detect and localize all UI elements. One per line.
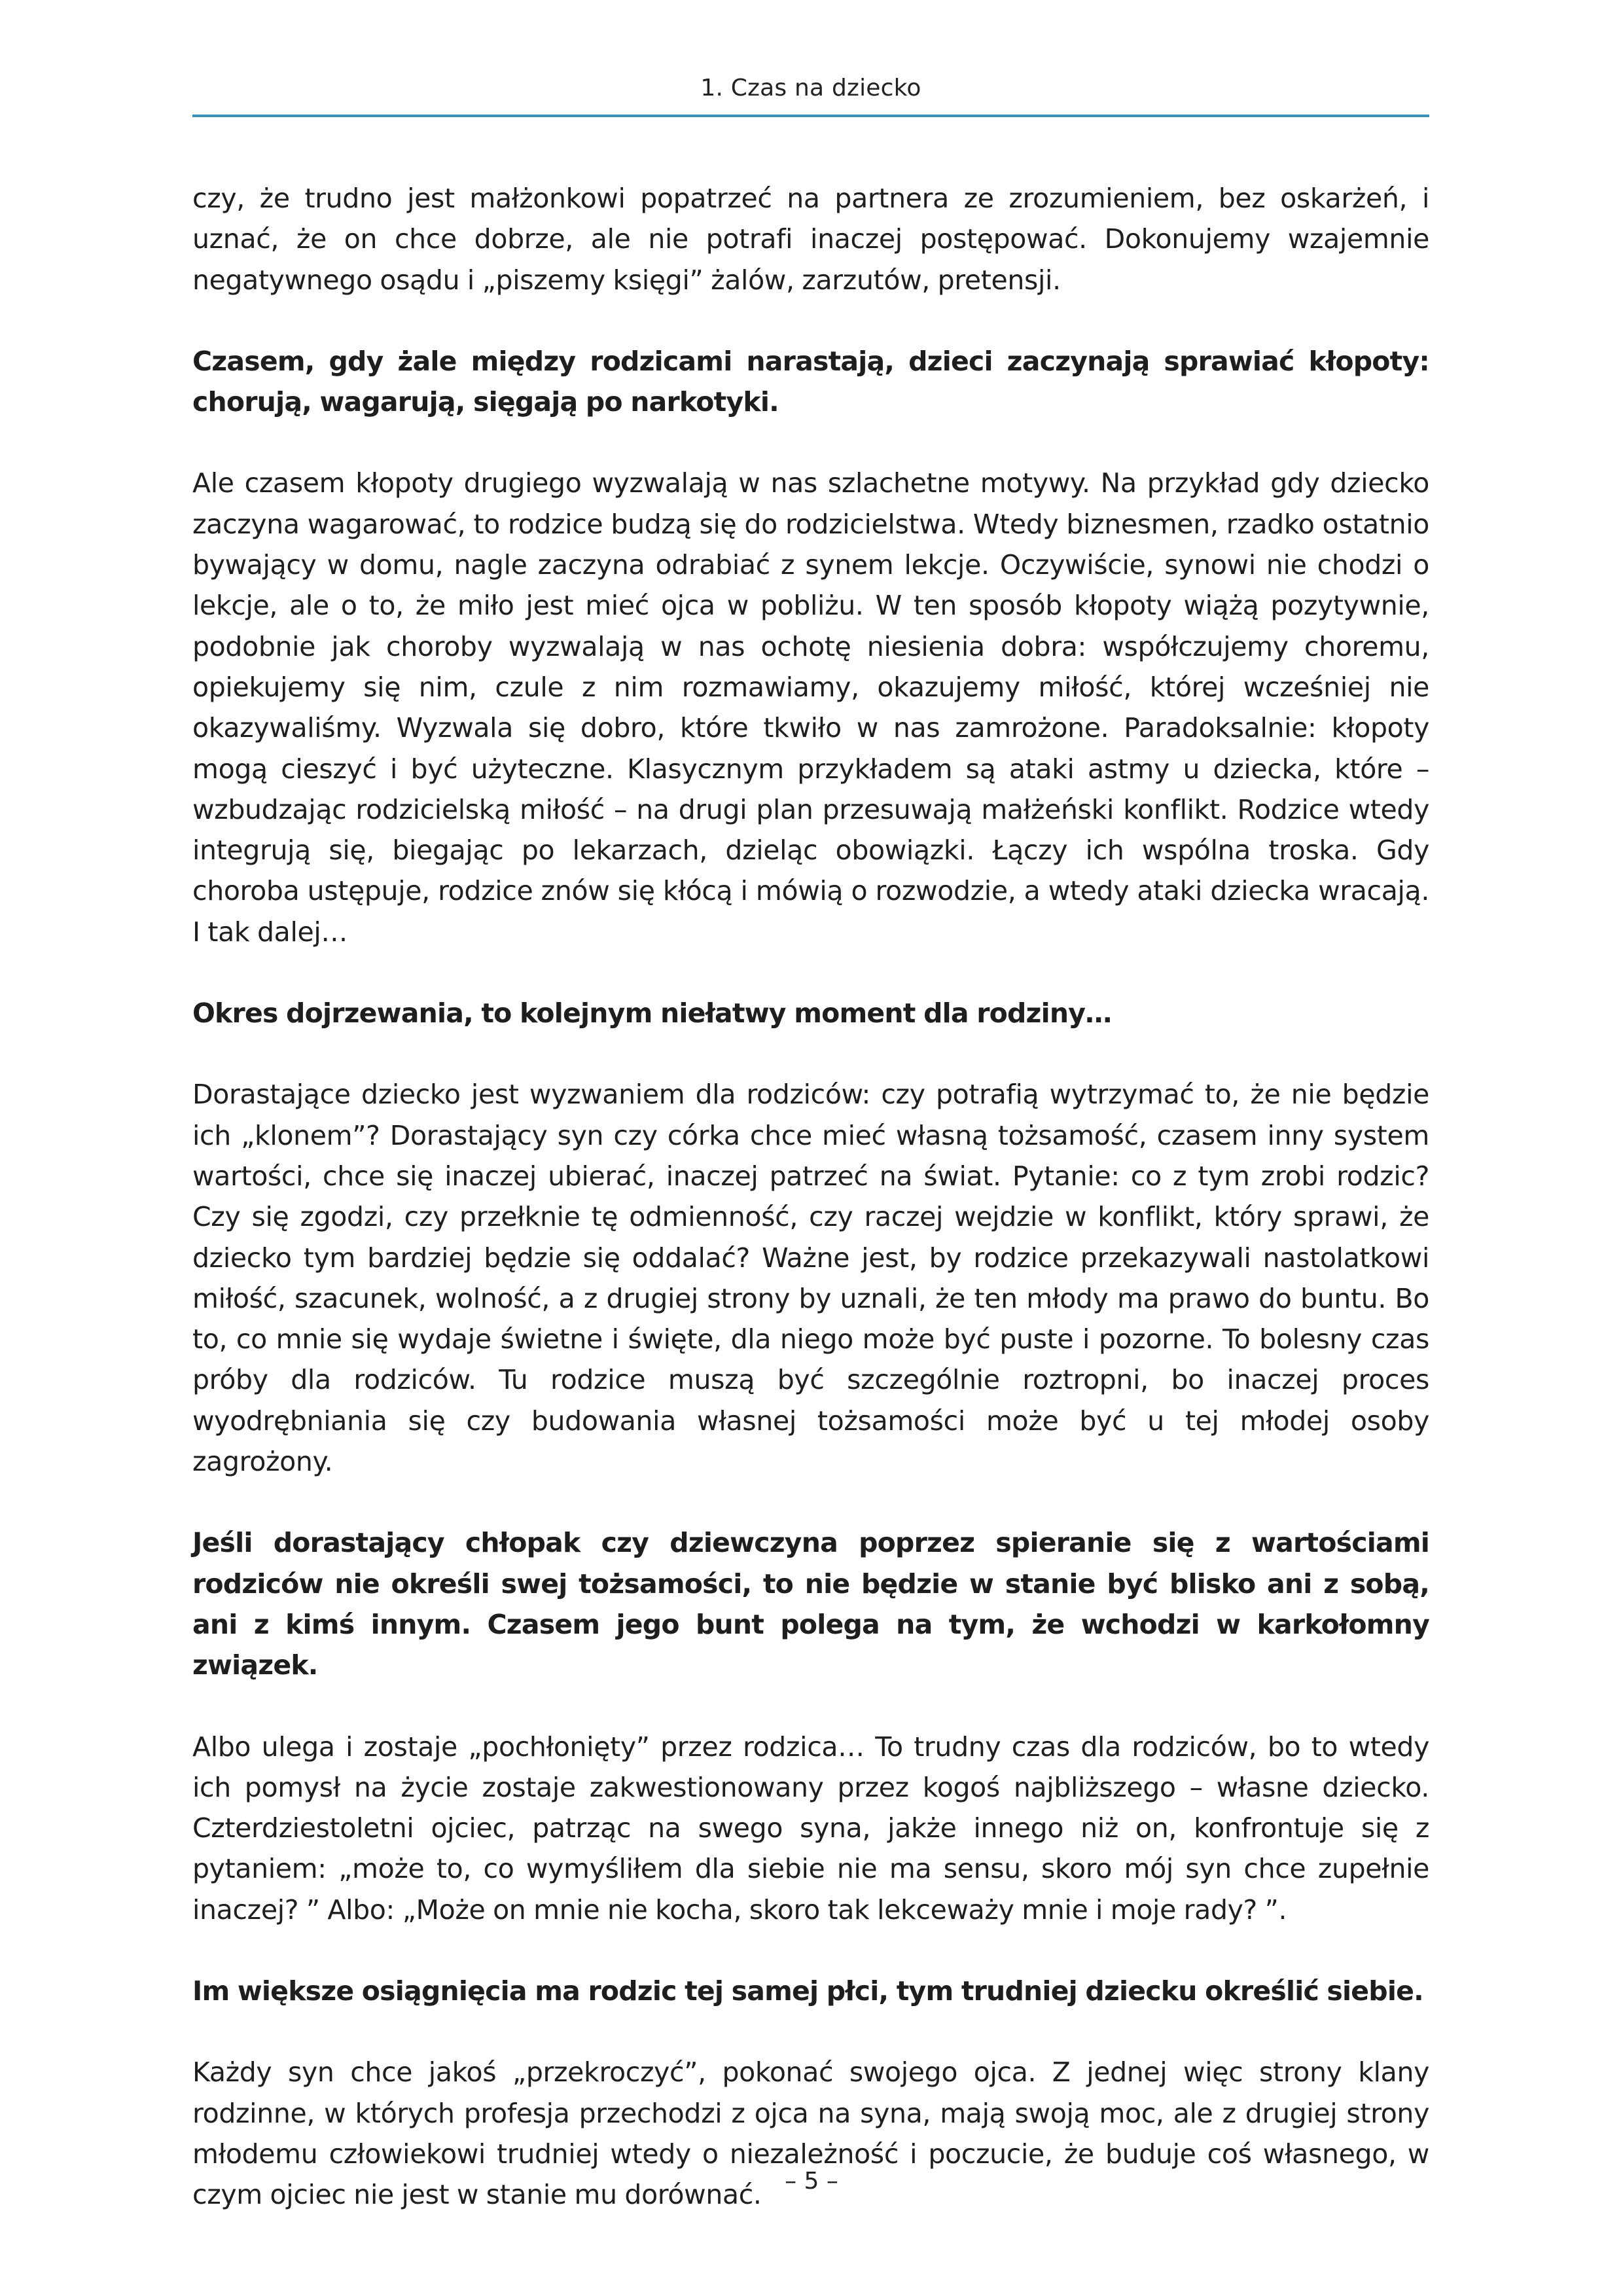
page-number: – 5 – — [785, 2168, 838, 2195]
paragraph-6-emphasis: Jeśli dorastający chłopak czy dziewczyna poprzez spieranie się z wartościami rodziców nie określi swej tożsamości, to nie będzie w stanie być blisko ani z sobą, ani z kimś innym. Czasem jego bunt polega na tym, że wchodzi w karkołomny związek. — [192, 1527, 1429, 1681]
chapter-title: 1. Czas na dziecko — [700, 75, 921, 101]
page-body — [192, 178, 1429, 2255]
paragraph-9: Każdy syn chce jakoś „przekroczyć”, pokonać swojego ojca. Z jednej więc strony klany rodzinne, w których profesja przechodzi z ojca na syna, mają swoją moc, ale z drugiej strony młodemu człowiekowi trudniej wtedy o niezależność i poczucie, że buduje coś własnego, w czym ojciec nie jest w stanie mu dorównać. — [192, 2056, 1429, 2211]
paragraph-8-emphasis: Im większe osiągnięcia ma rodzic tej samej płci, tym trudniej dziecku określić siebie. — [192, 1975, 1423, 2007]
paragraph-1: czy, że trudno jest małżonkowi popatrzeć na partnera ze zrozumieniem, bez oskarżeń, i uznać, że on chce dobrze, ale nie potrafi inaczej postępować. Dokonujemy wzajemnie negatywnego osądu i „piszemy księgi” żalów, zarzutów, pretensji. — [192, 183, 1429, 296]
paragraph-4-emphasis: Okres dojrzewania, to kolejnym niełatwy moment dla rodziny… — [192, 997, 1112, 1030]
paragraph-7: Albo ulega i zostaje „pochłonięty” przez rodzica… To trudny czas dla rodziców, bo to wtedy ich pomysł na życie zostaje zakwestionowany przez kogoś najbliższego – własne dziecko. Czterdziestoletni ojciec, patrząc na swego syna, jakże innego niż on, konfrontuje się z pytaniem: „może to, co wymyśliłem dla siebie nie ma sensu, skoro mój syn chce zupełnie inaczej? ” Albo: „Może on mnie nie kocha, skoro tak lekceważy mnie i moje rady? ”. — [192, 1731, 1429, 1926]
header-divider — [192, 115, 1429, 117]
paragraph-2-emphasis: Czasem, gdy żale między rodzicami narastają, dzieci zaczynają sprawiać kłopoty: chorują, wagarują, sięgają po narkotyki. — [192, 345, 1429, 418]
paragraph-3: Ale czasem kłopoty drugiego wyzwalają w nas szlachetne motywy. Na przykład gdy dziecko zaczyna wagarować, to rodzice budzą się do rodzicielstwa. Wtedy biznesmen, rzadko ostatnio bywający w domu, nagle zaczyna odrabiać z synem lekcje. Oczywiście, synowi nie chodzi o lekcje, ale o to, że miło jest mieć ojca w pobliżu. W ten sposób kłopoty wiążą pozytywnie, podobnie jak choroby wyzwalają w nas ochotę niesienia dobra: współczujemy choremu, opiekujemy się nim, czule z nim rozmawiamy, okazujemy miłość, której wcześniej nie okazywaliśmy. Wyzwala się dobro, które tkwiło w nas zamrożone. Paradoksalnie: kłopoty mogą cieszyć i być użyteczne. Klasycznym przykładem są ataki astmy u dziecka, które – wzbudzając rodzicielską miłość – na drugi plan przesuwają małżeński konflikt. Rodzice wtedy integrują się, biegając po lekarzach, dzieląc obowiązki. Łączy ich wspólna troska. Gdy choroba ustępuje, rodzice znów się kłócą i mówią o rozwodzie, a wtedy ataki dziecka wracają. I tak dalej… — [192, 467, 1429, 948]
paragraph-5: Dorastające dziecko jest wyzwaniem dla rodziców: czy potrafią wytrzymać to, że nie będzie ich „klonem”? Dorastający syn czy córka chce mieć własną tożsamość, czasem inny system wartości, chce się inaczej ubierać, inaczej patrzeć na świat. Pytanie: co z tym zrobi rodzic? Czy się zgodzi, czy przełknie tę odmienność, czy raczej wejdzie w konflikt, który sprawi, że dziecko tym bardziej będzie się oddalać? Ważne jest, by rodzice przekazywali nastolatkowi miłość, szacunek, wolność, a z drugiej strony by uznali, że ten młody ma prawo do buntu. Bo to, co mnie się wydaje świetne i święte, dla niego może być puste i pozorne. To bolesny czas próby dla rodziców. Tu rodzice muszą być szczególnie roztropni, bo inaczej proces wyodrębniania się czy budowania własnej tożsamości może być u tej młodej osoby zagrożony. — [192, 1079, 1429, 1478]
running-header — [192, 73, 1429, 103]
